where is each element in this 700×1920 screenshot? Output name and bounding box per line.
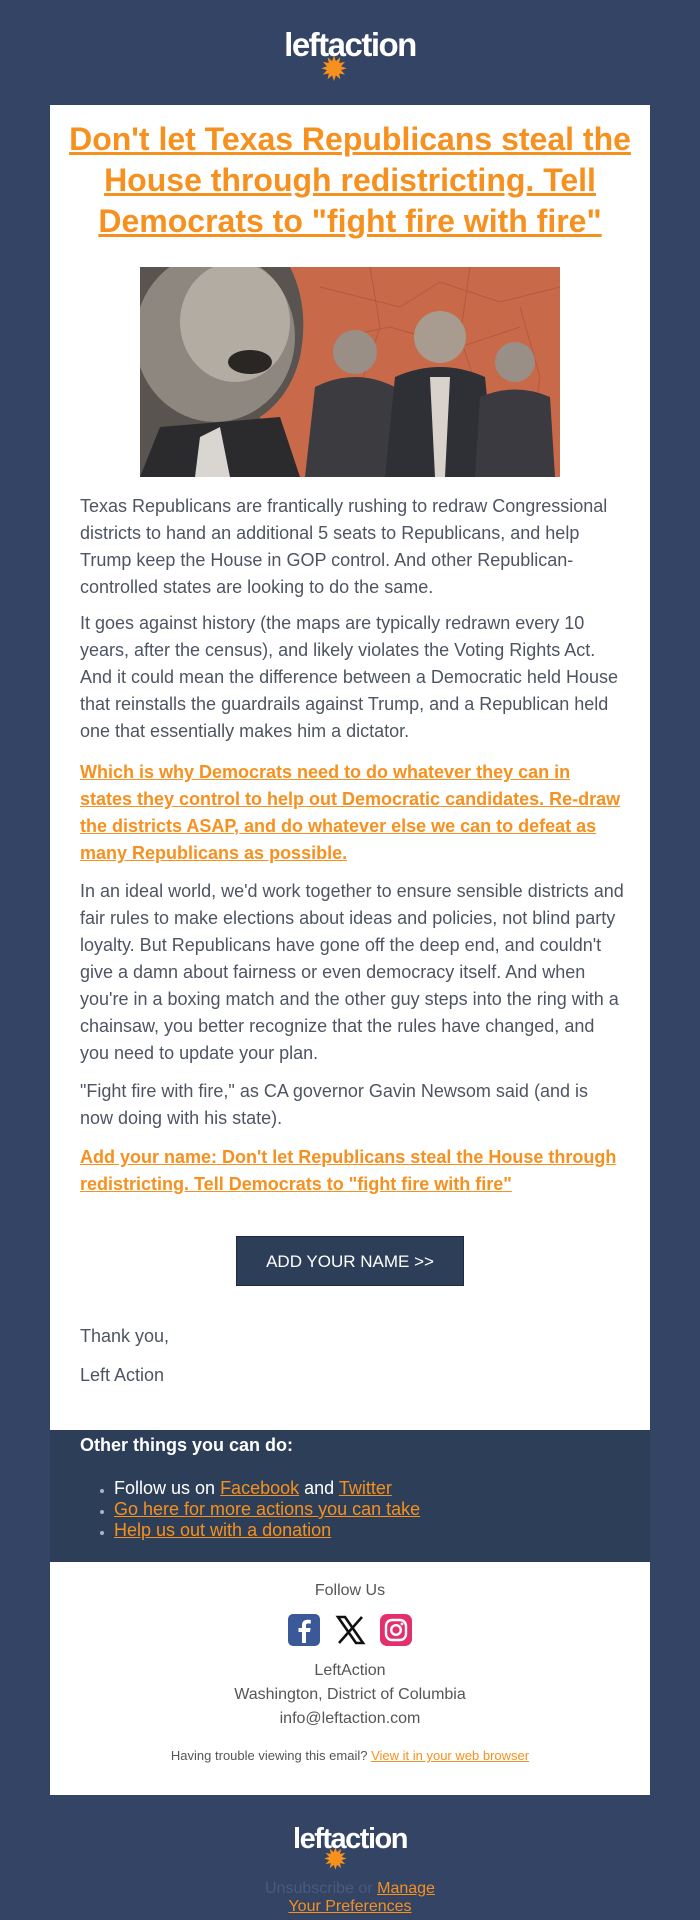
- add-your-name-button[interactable]: ADD YOUR NAME >>: [236, 1236, 464, 1286]
- logo-right-text: action: [327, 26, 416, 63]
- other-actions-list: [82, 1478, 420, 1541]
- list-item-donation: [114, 1520, 420, 1541]
- signoff-thanks: Thank you,: [80, 1326, 170, 1346]
- logo-left-text: left: [284, 26, 328, 63]
- body-paragraph-2: It goes against history (the maps are typically redrawn every 10 years, after the census), and likely violates the Voting Rights Act. And it could mean the difference between a Democratic held House that reinstalls the guardrails against Trump, and a Republican held one that essentially makes him a dictator.: [80, 613, 618, 741]
- other-actions-panel: [50, 1430, 650, 1562]
- other-actions-title: Other things you can do:: [80, 1435, 294, 1455]
- preferences-link[interactable]: Your Preferences: [288, 1898, 412, 1915]
- follow-us-title: Follow Us: [314, 1582, 386, 1599]
- more-actions-link[interactable]: Go here for more actions you can take: [114, 1499, 421, 1519]
- list-item-follow: • Follow us on Facebook and Twitter: [114, 1478, 420, 1499]
- footer-logo[interactable]: left ✹ action: [293, 1823, 407, 1874]
- add-name-link[interactable]: Add your name: Don't let Republicans steal the House through redistricting. Tell Democrats to "fight fire with fire": [80, 1147, 617, 1194]
- trouble-viewing: Having trouble viewing this email? View it in your web browser: [170, 1748, 530, 1763]
- unsubscribe-area: Unsubscribe or Manage Your Preferences: [265, 1880, 435, 1915]
- footer-location: Washington, District of Columbia: [234, 1686, 466, 1703]
- footer-email: info@leftaction.com: [279, 1710, 421, 1727]
- facebook-icon[interactable]: [287, 1613, 321, 1647]
- hero-illustration: [140, 267, 560, 477]
- instagram-icon[interactable]: [379, 1613, 413, 1647]
- manage-link[interactable]: Manage: [377, 1880, 435, 1897]
- twitter-link[interactable]: Twitter: [338, 1478, 392, 1498]
- hero-image: [140, 267, 560, 477]
- web-browser-link[interactable]: View it in your web browser: [371, 1748, 530, 1763]
- list-item-more-actions: [114, 1499, 420, 1520]
- header-logo[interactable]: left ✹ action: [284, 26, 416, 86]
- social-icons: [50, 1613, 650, 1647]
- email-card: [50, 105, 650, 1795]
- footer-org: LeftAction: [314, 1662, 386, 1679]
- logo-right-text: action: [330, 1823, 407, 1855]
- headline-link[interactable]: Don't let Texas Republicans steal the House through redistricting. Tell Democrats to "fight fire with fire": [69, 121, 631, 239]
- logo-left-text: left: [293, 1823, 331, 1855]
- body-paragraph-3: In an ideal world, we'd work together to ensure sensible districts and fair rules to make elections about ideas and policies, not blind party loyalty. But Republicans have gone off the deep end, and couldn't give a damn about fairness or even democracy itself. And when you're in a boxing match and the other guy steps into the ring with a chainsaw, you better recognize that the rules have changed, and you need to update your plan.: [80, 881, 624, 1063]
- body-paragraph-4: "Fight fire with fire," as CA governor Gavin Newsom said (and is now doing with his state).: [80, 1081, 588, 1128]
- facebook-link[interactable]: Facebook: [220, 1478, 300, 1498]
- body-paragraph-1: Texas Republicans are frantically rushing to redraw Congressional districts to hand an additional 5 seats to Republicans, and help Trump keep the House in GOP control. And other Republican-controlled states are looking to do the same.: [80, 496, 608, 597]
- donation-link[interactable]: Help us out with a donation: [114, 1520, 332, 1540]
- x-icon[interactable]: [333, 1613, 367, 1647]
- signoff-name: Left Action: [80, 1365, 165, 1385]
- unsubscribe-link[interactable]: Unsubscribe: [265, 1880, 354, 1897]
- highlight-link[interactable]: Which is why Democrats need to do whatever they can in states they control to help out Democratic candidates. Re-draw the districts ASAP, and do whatever else we can to defeat as many Republicans as possible.: [80, 762, 621, 863]
